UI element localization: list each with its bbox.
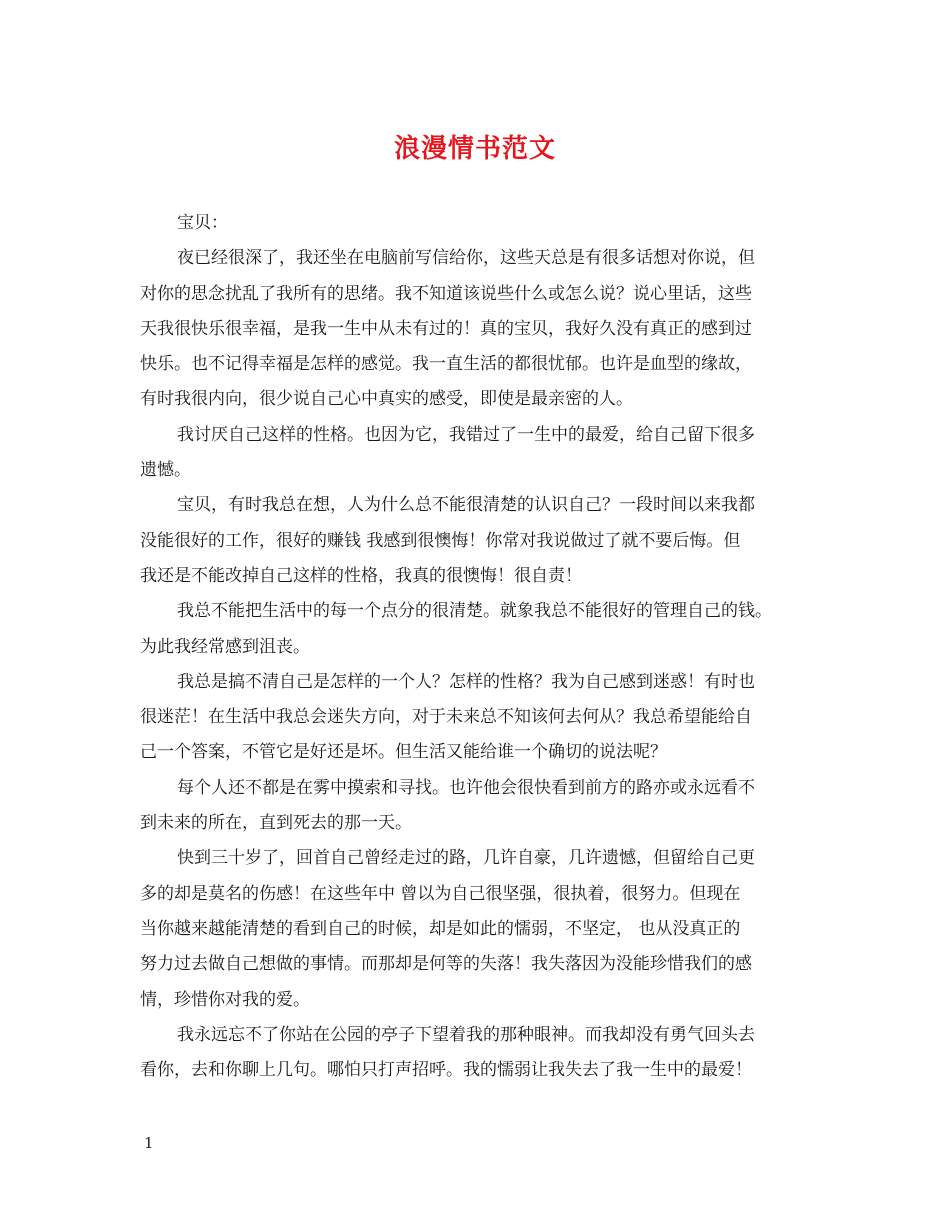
text-line: 到未来的所在，直到死去的那一天。 (140, 813, 412, 834)
text-line: 每个人还不都是在雾中摸索和寻找。也许他会很快看到前方的路亦或永远看不 (177, 777, 755, 798)
text-line: 情，珍惜你对我的爱。 (140, 989, 310, 1010)
text-line: 我还是不能改掉自己这样的性格，我真的很懊悔！很自责！ (140, 565, 582, 586)
page-number: 1 (144, 1134, 154, 1152)
text-line: 快乐。也不记得幸福是怎样的感觉。我一直生活的都很忧郁。也许是血型的缘故， (140, 354, 752, 375)
text-line: 很迷茫！在生活中我总会迷失方向，对于未来总不知该何去何从？我总希望能给自 (140, 707, 752, 728)
text-line: 当你越来越能清楚的看到自己的时候，却是如此的懦弱，不坚定， 也从没真正的 (140, 918, 741, 939)
text-line: 多的却是莫名的伤感！在这些年中 曾以为自己很坚强，很执着，很努力。但现在 (140, 883, 741, 904)
text-line: 夜已经很深了，我还坐在电脑前写信给你，这些天总是有很多话想对你说，但 (177, 248, 755, 269)
text-line: 宝贝： (177, 213, 228, 233)
text-line: 天我很快乐很幸福，是我一生中从未有过的！真的宝贝，我好久没有真正的感到过 (140, 318, 752, 339)
text-line: 遗憾。 (140, 460, 191, 481)
text-line: 己一个答案，不管它是好还是坏。但生活又能给谁一个确切的说法呢？ (140, 742, 667, 763)
text-line: 没能很好的工作，很好的赚钱 我感到很懊悔！你常对我说做过了就不要后悔。但 (140, 530, 741, 551)
text-line: 对你的思念扰乱了我所有的思绪。我不知道该说些什么或怎么说？说心里话，这些 (140, 283, 752, 304)
text-line: 我讨厌自己这样的性格。也因为它，我错过了一生中的最爱，给自己留下很多 (177, 424, 755, 445)
letter-body (140, 206, 812, 1088)
text-line: 宝贝，有时我总在想，人为什么总不能很清楚的认识自己？一段时间以来我都 (177, 495, 755, 516)
text-line: 快到三十岁了，回首自己曾经走过的路，几许自豪，几许遗憾，但留给自己更 (177, 848, 755, 869)
text-line: 看你，去和你聊上几句。哪怕只打声招呼。我的懦弱让我失去了我一生中的最爱！ (140, 1060, 752, 1081)
document-title: 浪漫情书范文 (393, 134, 556, 164)
text-line: 努力过去做自己想做的事情。而那却是何等的失落！我失落因为没能珍惜我们的感 (140, 954, 752, 975)
text-line: 为此我经常感到沮丧。 (140, 636, 310, 657)
text-line: 我总不能把生活中的每一个点分的很清楚。就象我总不能很好的管理自己的钱。 (177, 601, 772, 622)
text-line: 我永远忘不了你站在公园的亭子下望着我的那种眼神。而我却没有勇气回头去 (177, 1024, 755, 1045)
text-line: 我总是搞不清自己是怎样的一个人？怎样的性格？我为自己感到迷惑！有时也 (177, 671, 755, 692)
text-line: 有时我很内向，很少说自己心中真实的感受，即使是最亲密的人。 (140, 389, 633, 410)
